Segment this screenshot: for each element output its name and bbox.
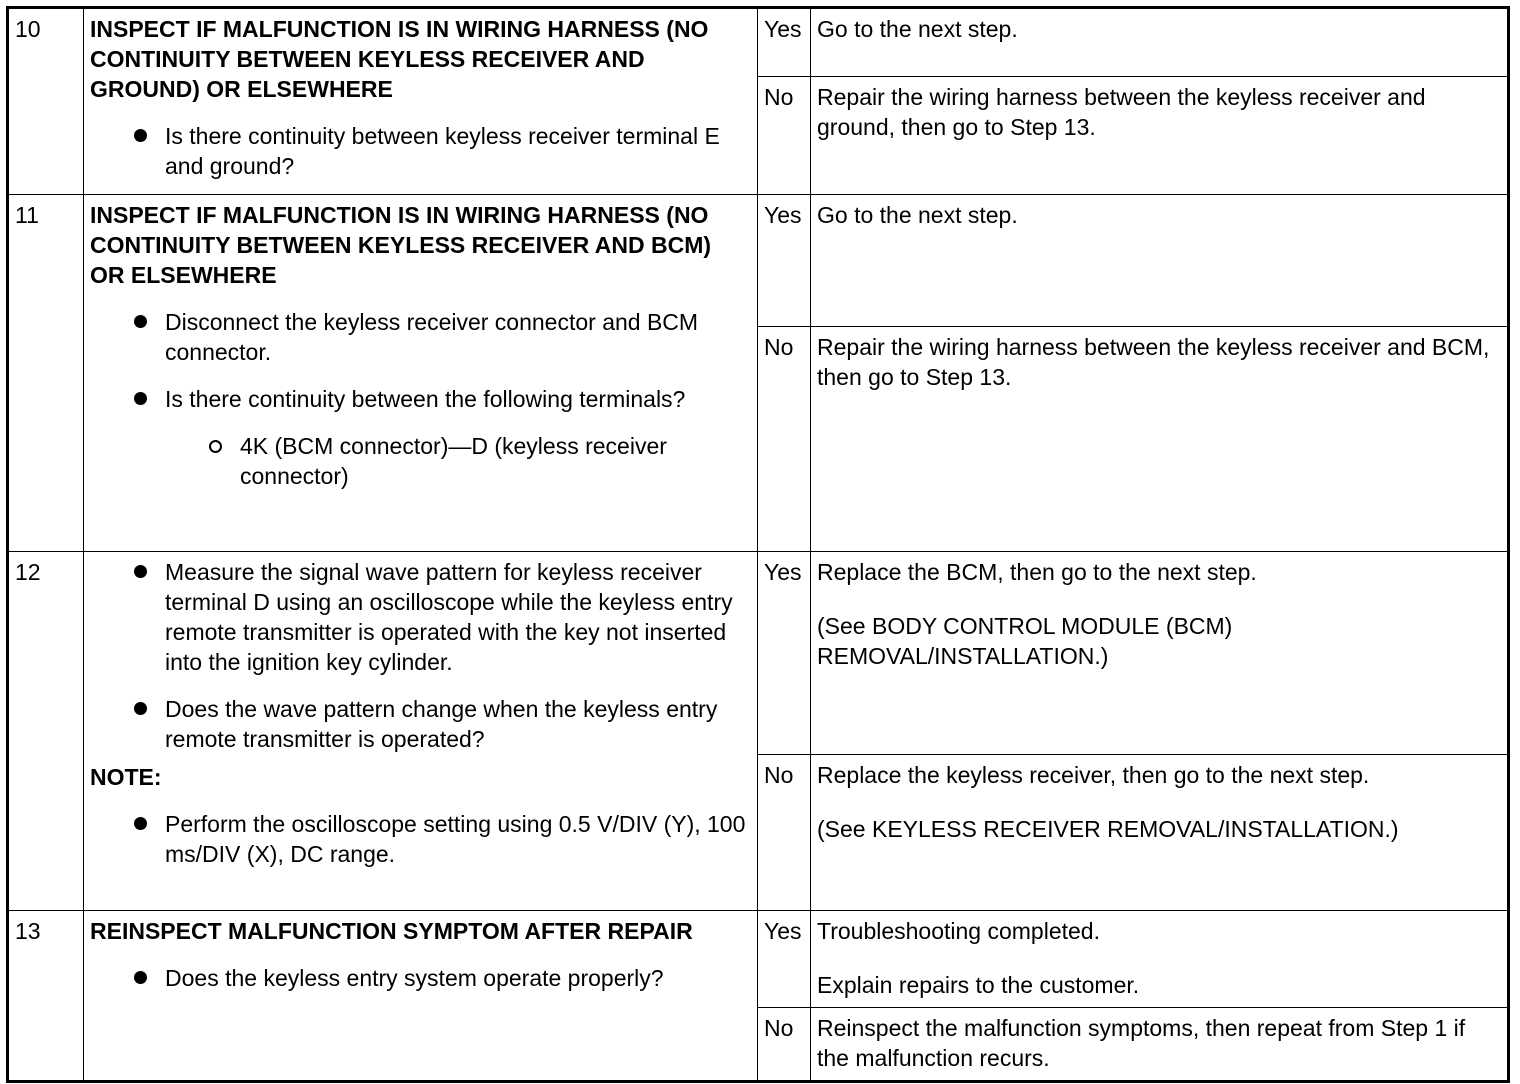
step-title: INSPECT IF MALFUNCTION IS IN WIRING HARNESS (NO CONTINUITY BETWEEN KEYLESS RECEIVER AND GROUND) OR ELSEWHERE bbox=[90, 16, 709, 102]
no-label: No bbox=[758, 755, 811, 911]
step-number: 13 bbox=[8, 911, 84, 1082]
bullet-dot-icon bbox=[134, 392, 147, 405]
no-action: Repair the wiring harness between the keyless receiver and BCM, then go to Step 13. bbox=[811, 327, 1509, 552]
step-inspection bbox=[84, 911, 758, 1082]
step-title: REINSPECT MALFUNCTION SYMPTOM AFTER REPAIR bbox=[90, 918, 693, 944]
no-label: No bbox=[758, 327, 811, 552]
step-number: 10 bbox=[8, 8, 84, 195]
step-inspection bbox=[84, 552, 758, 911]
no-label: No bbox=[758, 77, 811, 195]
bullet-dot-icon bbox=[134, 702, 147, 715]
step-inspection bbox=[84, 195, 758, 552]
bullet-item: Measure the signal wave pattern for keyless receiver terminal D using an oscilloscope while the keyless entry remote transmitter is operated with the key not inserted into the ignition key cylinder. bbox=[90, 557, 751, 677]
no-action: Repair the wiring harness between the keyless receiver and ground, then go to Step 13. bbox=[811, 77, 1509, 195]
no-label: No bbox=[758, 1008, 811, 1082]
step-number: 11 bbox=[8, 195, 84, 552]
bullet-item: Is there continuity between the following terminals? 4K (BCM connector)—D (keyless receiver connector) bbox=[90, 384, 751, 491]
bullet-dot-icon bbox=[134, 565, 147, 578]
yes-action: Troubleshooting completed. Explain repairs to the customer. bbox=[811, 911, 1509, 1008]
bullet-dot-icon bbox=[134, 971, 147, 984]
bullet-item: Does the wave pattern change when the keyless entry remote transmitter is operated? bbox=[90, 694, 751, 754]
step-12-yes-row bbox=[8, 552, 1509, 755]
step-11-yes-row bbox=[8, 195, 1509, 327]
no-action: Replace the keyless receiver, then go to the next step. (See KEYLESS RECEIVER REMOVAL/INSTALLATION.) bbox=[811, 755, 1509, 911]
bullet-item: Is there continuity between keyless receiver terminal E and ground? bbox=[90, 121, 751, 181]
yes-label: Yes bbox=[758, 8, 811, 77]
bullet-item: Disconnect the keyless receiver connector and BCM connector. bbox=[90, 307, 751, 367]
note-label: NOTE: bbox=[90, 764, 162, 790]
step-title: INSPECT IF MALFUNCTION IS IN WIRING HARNESS (NO CONTINUITY BETWEEN KEYLESS RECEIVER AND BCM) OR ELSEWHERE bbox=[90, 202, 712, 288]
bullet-circle-icon bbox=[209, 440, 222, 453]
bullet-dot-icon bbox=[134, 129, 147, 142]
sub-bullet-item: 4K (BCM connector)—D (keyless receiver connector) bbox=[90, 431, 751, 491]
bullet-item: Perform the oscilloscope setting using 0.5 V/DIV (Y), 100 ms/DIV (X), DC range. bbox=[90, 809, 751, 869]
yes-action: Go to the next step. bbox=[811, 8, 1509, 77]
step-10-yes-row bbox=[8, 8, 1509, 77]
bullet-item: Does the keyless entry system operate properly? bbox=[90, 963, 751, 993]
troubleshooting-table bbox=[6, 6, 1510, 1083]
step-inspection bbox=[84, 8, 758, 195]
yes-action: Go to the next step. bbox=[811, 195, 1509, 327]
yes-action: Replace the BCM, then go to the next step. (See BODY CONTROL MODULE (BCM) REMOVAL/INSTALLATION.) bbox=[811, 552, 1509, 755]
yes-label: Yes bbox=[758, 911, 811, 1008]
bullet-dot-icon bbox=[134, 817, 147, 830]
yes-label: Yes bbox=[758, 195, 811, 327]
bullet-dot-icon bbox=[134, 315, 147, 328]
yes-label: Yes bbox=[758, 552, 811, 755]
step-number: 12 bbox=[8, 552, 84, 911]
no-action: Reinspect the malfunction symptoms, then repeat from Step 1 if the malfunction recurs. bbox=[811, 1008, 1509, 1082]
step-13-yes-row bbox=[8, 911, 1509, 1008]
